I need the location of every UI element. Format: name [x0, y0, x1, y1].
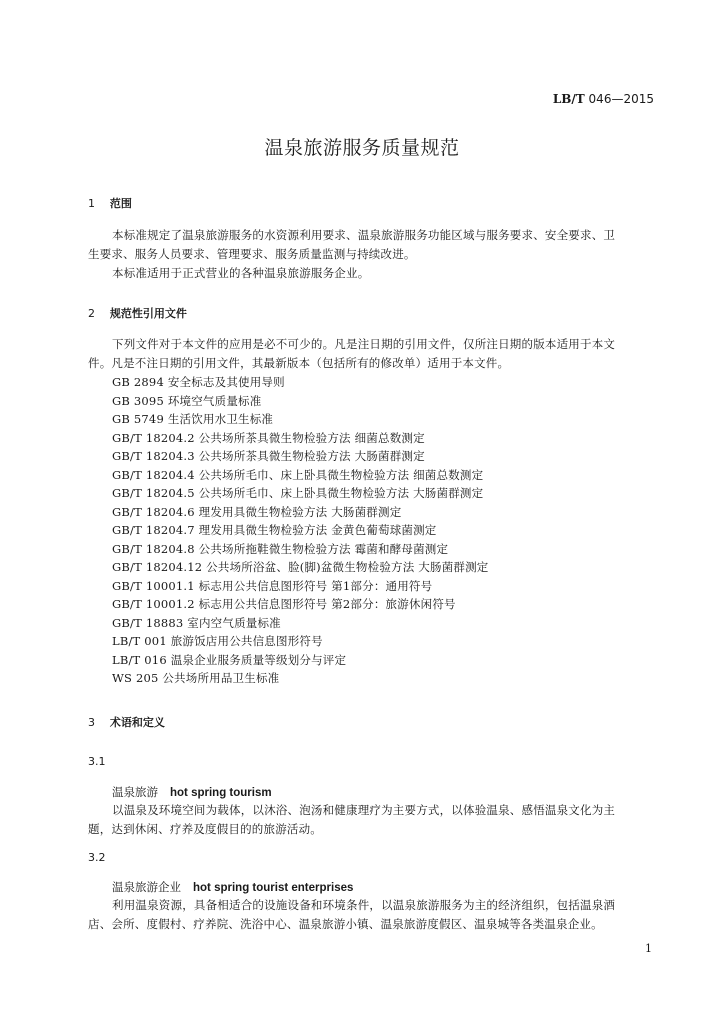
reference-item: GB/T 18204.4 公共场所毛巾、床上卧具微生物检验方法 细菌总数测定: [112, 467, 484, 482]
reference-item: GB/T 10001.2 标志用公共信息图形符号 第2部分：旅游休闲符号: [112, 597, 456, 611]
reference-item: GB/T 10001.1 标志用公共信息图形符号 第1部分：通用符号: [112, 578, 433, 593]
section-1-number: 1: [88, 197, 95, 210]
paragraph-line: 生要求、服务人员要求、管理要求、服务质量监测与持续改进。: [88, 247, 416, 261]
paragraph-line: 下列文件对于本文件的应用是必不可少的。凡是注日期的引用文件，仅所注日期的版本适用于本文: [112, 337, 616, 351]
term-3-1-number: 3.1: [88, 755, 106, 768]
paragraph-line: 本标准适用于正式营业的各种温泉旅游服务企业。: [112, 266, 370, 280]
reference-item: LB/T 016 温泉企业服务质量等级划分与评定: [112, 652, 347, 667]
section-2-title: 规范性引用文件: [109, 307, 187, 320]
section-2-number: 2: [88, 307, 95, 320]
paragraph-line: 利用温泉资源，具备相适合的设施设备和环境条件，以温泉旅游服务为主的经济组织，包括温泉酒: [112, 898, 616, 912]
reference-item: GB/T 18204.3 公共场所茶具微生物检验方法 大肠菌群测定: [112, 449, 425, 463]
reference-item: GB/T 18204.6 理发用具微生物检验方法 大肠菌群测定: [112, 504, 402, 519]
reference-item: GB 3095 环境空气质量标准: [112, 393, 262, 408]
reference-item: GB/T 18204.5 公共场所毛巾、床上卧具微生物检验方法 大肠菌群测定: [112, 486, 484, 500]
page-number: 1: [645, 942, 652, 955]
reference-item: GB/T 18204.8 公共场所拖鞋微生物检验方法 霉菌和酵母菌测定: [112, 541, 449, 556]
section-3-title: 术语和定义: [109, 716, 165, 729]
term-3-2-definition: [88, 896, 656, 934]
paragraph-line: 件。凡是不注日期的引用文件，其最新版本（包括所有的修改单）适用于本文件。: [88, 356, 510, 370]
section-1-heading: [88, 195, 132, 211]
term-3-1-definition: [88, 801, 656, 839]
term-3-1-chinese: 温泉旅游: [112, 785, 158, 799]
reference-item: GB 2894 安全标志及其使用导则: [112, 375, 285, 389]
term-3-2-number: 3.2: [88, 851, 106, 864]
section-1-paragraph-2: [88, 264, 656, 283]
section-2-heading: [88, 305, 187, 321]
term-3-2-chinese: 温泉旅游企业: [112, 880, 181, 894]
section-3-number: 3: [88, 716, 95, 729]
term-3-2-english: hot spring tourist enterprises: [193, 882, 354, 894]
term-3-1-heading: [112, 784, 272, 800]
paragraph-line: 以温泉及环境空间为载体，以沐浴、泡汤和健康理疗为主要方式，以体验温泉、感悟温泉文化为主: [112, 803, 616, 817]
section-3-heading: [88, 714, 165, 730]
reference-item: GB 5749 生活饮用水卫生标准: [112, 412, 274, 426]
normative-reference-list: [112, 373, 489, 688]
section-1-title: 范围: [109, 197, 132, 210]
term-3-2-heading: [112, 879, 353, 895]
document-title: 温泉旅游服务质量规范: [264, 137, 460, 159]
term-3-1-english: hot spring tourism: [170, 787, 272, 799]
reference-item: GB/T 18204.12 公共场所浴盆、脸(脚)盆微生物检验方法 大肠菌群测定: [112, 560, 489, 574]
reference-item: GB/T 18883 室内空气质量标准: [112, 615, 281, 630]
section-1-paragraph-1: [88, 226, 656, 264]
paragraph-line: 店、会所、度假村、疗养院、洗浴中心、温泉旅游小镇、温泉旅游度假区、温泉城等各类温泉企业。: [88, 917, 603, 931]
reference-item: GB/T 18204.7 理发用具微生物检验方法 金黄色葡萄球菌测定: [112, 523, 437, 537]
standard-code-year: 046—2015: [588, 92, 654, 106]
section-2-intro: [88, 335, 656, 373]
standard-code-prefix: LB/T: [552, 92, 585, 106]
paragraph-line: 本标准规定了温泉旅游服务的水资源利用要求、温泉旅游服务功能区域与服务要求、安全要求、卫: [112, 228, 616, 242]
reference-item: GB/T 18204.2 公共场所茶具微生物检验方法 细菌总数测定: [112, 430, 425, 445]
reference-item: WS 205 公共场所用品卫生标准: [112, 671, 280, 685]
reference-item: LB/T 001 旅游饭店用公共信息图形符号: [112, 634, 323, 648]
paragraph-line: 题，达到休闲、疗养及度假目的的旅游活动。: [88, 822, 322, 836]
standard-code: [553, 92, 654, 106]
